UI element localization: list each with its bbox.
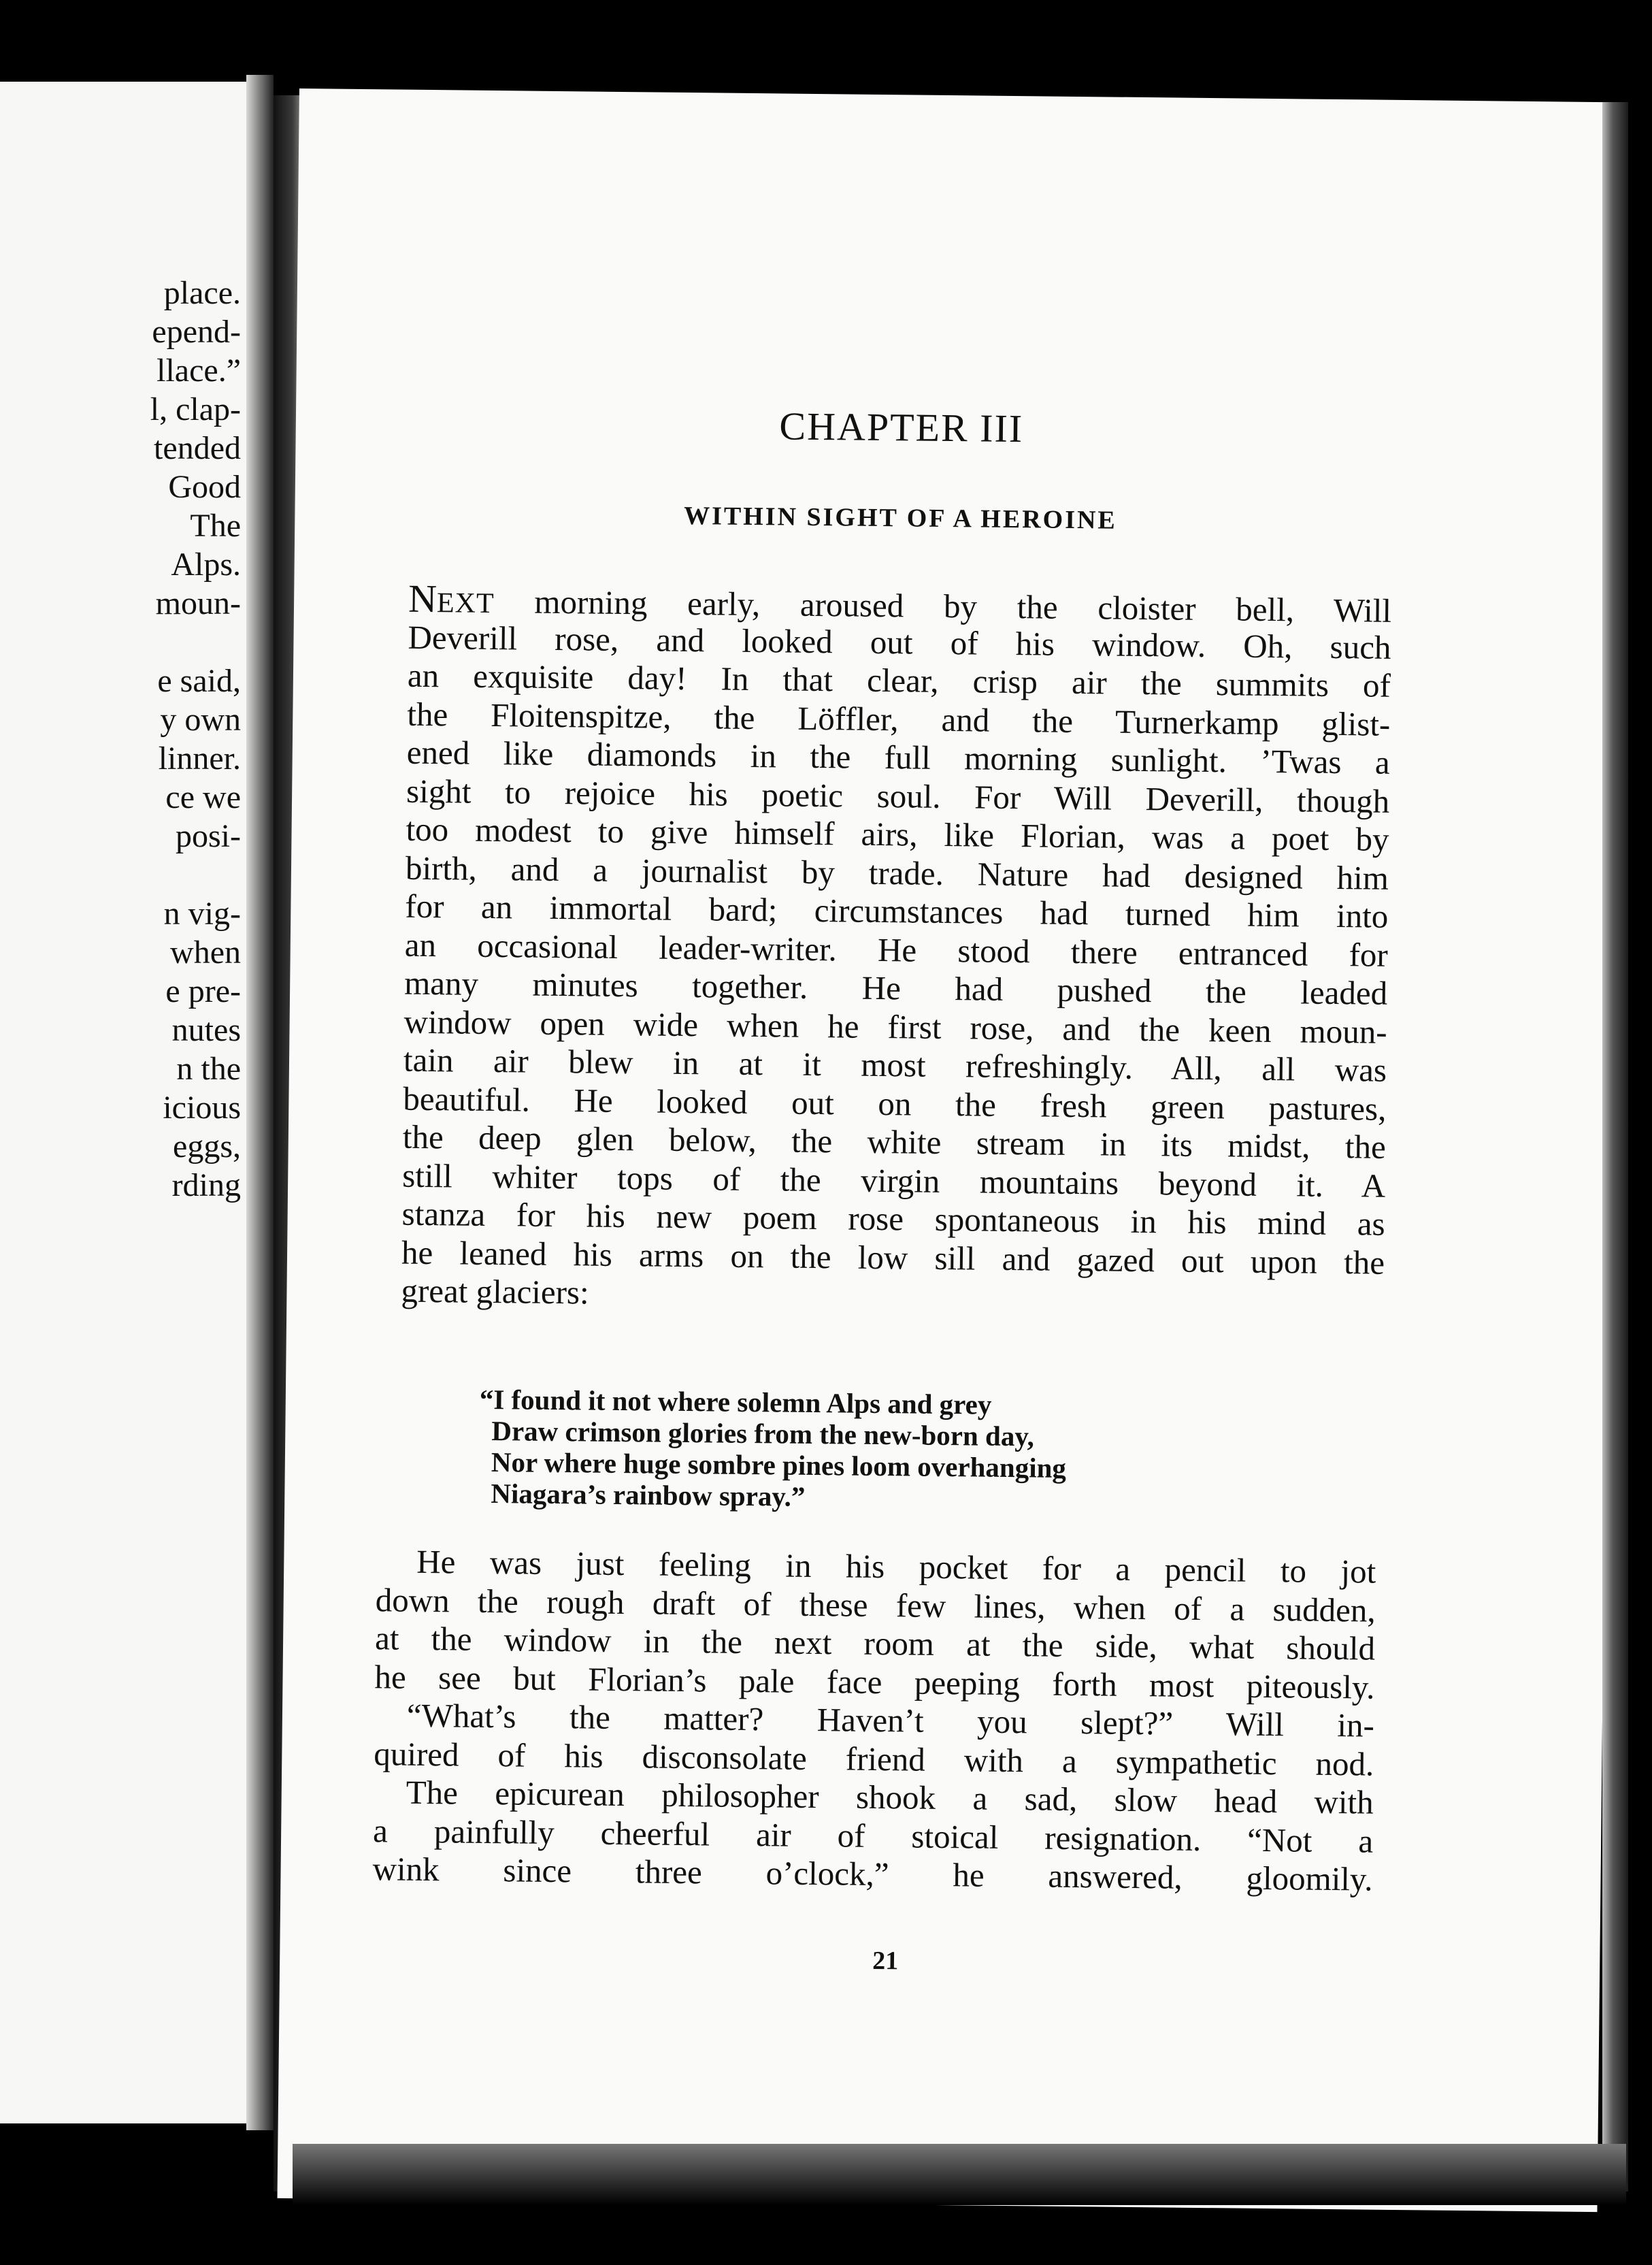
first-line-text: morning early, aroused by the cloister bell, Will: [494, 583, 1392, 630]
verse-line: Nor where huge sombre pines loom overhanging: [491, 1446, 1067, 1484]
chapter-title: CHAPTER III: [779, 404, 1024, 451]
left-page-line: e said,: [157, 663, 241, 699]
drop-initial: N: [408, 576, 437, 621]
chapter-subtitle: WITHIN SIGHT OF A HEROINE: [683, 501, 1117, 535]
left-page-line: n vig-: [163, 896, 241, 932]
left-page-line: tended: [154, 430, 241, 466]
text-line: the deep glen below, the white stream in its midst, the: [402, 1118, 1387, 1166]
left-page-line: ce we: [165, 779, 241, 815]
text-line: for an immortal bard; circumstances had turned him into: [405, 887, 1389, 935]
text-line: at the window in the next room at the side, what should: [374, 1619, 1376, 1667]
left-page-line: [3, 856, 241, 894]
left-page-line: The: [190, 508, 241, 544]
text-line: stanza for his new poem rose spontaneous in his mind as: [401, 1194, 1385, 1243]
left-page-line: Good: [168, 469, 241, 505]
text-line: an occasional leader-writer. He stood there entranced for: [404, 926, 1389, 974]
verse-line: Niagara’s rainbow spray.”: [491, 1478, 806, 1512]
left-page-line: [3, 623, 241, 662]
left-facing-page: [0, 82, 246, 2123]
text-line: too modest to give himself airs, like Florian, was a poet by: [406, 810, 1389, 858]
verse-line: “I found it not where solemn Alps and grey: [479, 1383, 992, 1420]
left-page-line: posi-: [176, 818, 241, 854]
text-line: He was just feeling in his pocket for a pencil to jot: [416, 1542, 1376, 1591]
small-caps-word: EXT: [436, 587, 495, 620]
left-page-text: [3, 274, 241, 1205]
text-line: the Floitenspitze, the Löffler, and the Turnerkamp glist-: [407, 695, 1391, 743]
text-line: birth, and a journalist by trade. Nature had designed him: [405, 849, 1389, 897]
left-page-line: y own: [160, 702, 241, 738]
bottom-shadow: [293, 2144, 1626, 2205]
text-line: he leaned his arms on the low sill and gazed out upon the: [401, 1233, 1385, 1282]
left-page-line: linner.: [158, 740, 241, 777]
left-page-line: Alps.: [171, 547, 241, 583]
text-line: ened like diamonds in the full morning sunlight. ’Twas a: [406, 733, 1391, 781]
text-line: down the rough draft of these few lines, when of a sudden,: [375, 1580, 1376, 1629]
left-page-line: n the: [176, 1051, 241, 1087]
text-line: wink since three o’clock,” he answered, gloomily.: [372, 1850, 1373, 1898]
page-edge-shadow: [1602, 102, 1628, 2191]
left-page-line: rding: [171, 1167, 241, 1203]
text-line: he see but Florian’s pale face peeping forth most piteously.: [374, 1657, 1375, 1706]
text-line: “What’s the matter? Haven’t you slept?” Will in-: [406, 1696, 1375, 1744]
left-page-line: when: [170, 934, 241, 971]
text-line: a painfully cheerful air of stoical resignation. “Not a: [372, 1811, 1374, 1860]
left-page-line: place.: [163, 275, 241, 311]
text-line: sight to rejoice his poetic soul. For Will Deverill, though: [406, 772, 1390, 820]
left-page-line: llace.”: [156, 353, 241, 389]
text-line: an exquisite day! In that clear, crisp air the summits of: [407, 656, 1391, 704]
left-page-line: icious: [163, 1090, 241, 1126]
right-page: [278, 88, 1619, 2212]
verse-line: Draw crimson glories from the new-born day,: [491, 1415, 1035, 1452]
left-page-line: moun-: [155, 585, 241, 621]
left-page-line: l, clap-: [150, 391, 241, 427]
text-line: The epicurean philosopher shook a sad, slow head with: [406, 1773, 1374, 1821]
left-page-line: nutes: [171, 1012, 241, 1048]
left-page-line: eggs,: [173, 1128, 241, 1164]
left-page-line: e pre-: [165, 973, 241, 1009]
text-line: great glaciers:: [401, 1271, 589, 1311]
text-line: many minutes together. He had pushed the leaded: [403, 964, 1388, 1012]
text-line: quired of his disconsolate friend with a sympathetic nod.: [374, 1734, 1374, 1783]
left-page-gutter: [246, 75, 274, 2130]
text-line: tain air blew in at it most refreshingly. All, all was: [403, 1041, 1387, 1089]
text-line: Deverill rose, and looked out of his window. Oh, such: [408, 618, 1391, 666]
page-number: 21: [872, 1946, 899, 1976]
left-page-line: epend-: [152, 314, 241, 350]
text-line: still whiter tops of the virgin mountains beyond it. A: [402, 1156, 1386, 1205]
paragraph-2: [372, 1542, 1376, 1899]
verse-stanza: [478, 1384, 1067, 1515]
text-line: window open wide when he first rose, and the keen moun-: [403, 1003, 1387, 1051]
text-line: beautiful. He looked out on the fresh green pastures,: [403, 1079, 1387, 1128]
paragraph-1-lines: [401, 618, 1391, 1320]
paragraph-1: [401, 576, 1392, 1321]
